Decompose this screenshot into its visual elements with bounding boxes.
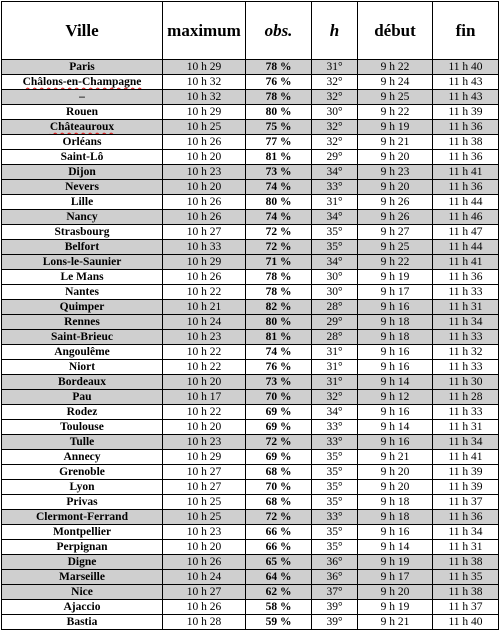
cell-maximum: 10 h 26 [163, 135, 246, 150]
table-row [2, 135, 499, 150]
cell-debut: 9 h 22 [358, 105, 433, 120]
cell-obs: 66 % [246, 525, 312, 540]
cell-ville: Toulouse [2, 420, 163, 435]
cell-obs: 74 % [246, 180, 312, 195]
cell-h: 32° [312, 90, 358, 105]
cell-h: 28° [312, 300, 358, 315]
cell-ville: Privas [2, 495, 163, 510]
table-row [2, 435, 499, 450]
cell-obs: 78 % [246, 60, 312, 75]
cell-debut: 9 h 20 [358, 465, 433, 480]
cell-maximum: 10 h 20 [163, 180, 246, 195]
cell-ville: Rouen [2, 105, 163, 120]
eclipse-table [1, 1, 499, 630]
cell-obs: 69 % [246, 405, 312, 420]
header-fin: fin [433, 2, 499, 60]
cell-fin: 11 h 28 [433, 390, 499, 405]
cell-debut: 9 h 16 [358, 345, 433, 360]
cell-h: 35° [312, 525, 358, 540]
cell-h: 28° [312, 330, 358, 345]
cell-h: 39° [312, 615, 358, 630]
cell-maximum: 10 h 23 [163, 435, 246, 450]
cell-obs: 62 % [246, 585, 312, 600]
cell-h: 31° [312, 360, 358, 375]
cell-fin: 11 h 41 [433, 255, 499, 270]
cell-obs: 78 % [246, 270, 312, 285]
cell-ville: Rennes [2, 315, 163, 330]
cell-maximum: 10 h 29 [163, 105, 246, 120]
header-maximum: maximum [163, 2, 246, 60]
cell-fin: 11 h 35 [433, 570, 499, 585]
cell-ville: Strasbourg [2, 225, 163, 240]
cell-maximum: 10 h 23 [163, 330, 246, 345]
cell-fin: 11 h 36 [433, 180, 499, 195]
cell-h: 36° [312, 555, 358, 570]
cell-h: 35° [312, 465, 358, 480]
cell-ville: Grenoble [2, 465, 163, 480]
cell-h: 37° [312, 585, 358, 600]
cell-maximum: 10 h 29 [163, 450, 246, 465]
cell-debut: 9 h 20 [358, 180, 433, 195]
cell-maximum: 10 h 27 [163, 480, 246, 495]
table-row [2, 60, 499, 75]
cell-fin: 11 h 44 [433, 240, 499, 255]
header-debut: début [358, 2, 433, 60]
cell-h: 33° [312, 510, 358, 525]
table-row [2, 180, 499, 195]
table-row [2, 285, 499, 300]
cell-maximum: 10 h 29 [163, 255, 246, 270]
cell-maximum: 10 h 26 [163, 195, 246, 210]
table-row [2, 165, 499, 180]
cell-fin: 11 h 46 [433, 210, 499, 225]
cell-h: 34° [312, 255, 358, 270]
cell-ville: Le Mans [2, 270, 163, 285]
cell-fin: 11 h 34 [433, 315, 499, 330]
cell-maximum: 10 h 22 [163, 345, 246, 360]
cell-obs: 66 % [246, 540, 312, 555]
cell-debut: 9 h 20 [358, 480, 433, 495]
cell-fin: 11 h 34 [433, 525, 499, 540]
cell-maximum: 10 h 32 [163, 75, 246, 90]
cell-ville: Niort [2, 360, 163, 375]
cell-debut: 9 h 19 [358, 600, 433, 615]
cell-fin: 11 h 39 [433, 465, 499, 480]
cell-h: 33° [312, 420, 358, 435]
table-row [2, 600, 499, 615]
table-row [2, 570, 499, 585]
cell-debut: 9 h 22 [358, 60, 433, 75]
cell-maximum: 10 h 26 [163, 555, 246, 570]
cell-h: 35° [312, 225, 358, 240]
cell-fin: 11 h 41 [433, 165, 499, 180]
cell-fin: 11 h 36 [433, 510, 499, 525]
cell-obs: 72 % [246, 240, 312, 255]
cell-fin: 11 h 31 [433, 540, 499, 555]
cell-fin: 11 h 38 [433, 555, 499, 570]
cell-fin: 11 h 39 [433, 105, 499, 120]
table-row [2, 585, 499, 600]
table-row [2, 540, 499, 555]
cell-ville: Lille [2, 195, 163, 210]
cell-maximum: 10 h 25 [163, 495, 246, 510]
cell-debut: 9 h 16 [358, 360, 433, 375]
cell-h: 30° [312, 105, 358, 120]
cell-ville: Montpellier [2, 525, 163, 540]
cell-ville: Lyon [2, 480, 163, 495]
cell-maximum: 10 h 28 [163, 615, 246, 630]
cell-obs: 80 % [246, 195, 312, 210]
cell-obs: 64 % [246, 570, 312, 585]
cell-h: 29° [312, 315, 358, 330]
cell-obs: 76 % [246, 360, 312, 375]
cell-debut: 9 h 18 [358, 315, 433, 330]
table-row [2, 195, 499, 210]
table-row [2, 420, 499, 435]
cell-maximum: 10 h 20 [163, 420, 246, 435]
cell-debut: 9 h 21 [358, 615, 433, 630]
cell-h: 35° [312, 495, 358, 510]
header-h: h [312, 2, 358, 60]
table-body [2, 60, 499, 630]
cell-maximum: 10 h 20 [163, 375, 246, 390]
cell-obs: 81 % [246, 330, 312, 345]
cell-ville: Ajaccio [2, 600, 163, 615]
table-row [2, 225, 499, 240]
cell-maximum: 10 h 25 [163, 120, 246, 135]
cell-ville: Bordeaux [2, 375, 163, 390]
table-row [2, 510, 499, 525]
cell-h: 31° [312, 60, 358, 75]
cell-fin: 11 h 40 [433, 615, 499, 630]
cell-maximum: 10 h 26 [163, 600, 246, 615]
cell-h: 33° [312, 180, 358, 195]
cell-obs: 73 % [246, 375, 312, 390]
cell-fin: 11 h 36 [433, 120, 499, 135]
cell-maximum: 10 h 27 [163, 225, 246, 240]
cell-fin: 11 h 33 [433, 330, 499, 345]
table-row [2, 360, 499, 375]
cell-ville: Saint-Lô [2, 150, 163, 165]
cell-debut: 9 h 25 [358, 90, 433, 105]
cell-ville: Nice [2, 585, 163, 600]
cell-obs: 75 % [246, 120, 312, 135]
table-row [2, 255, 499, 270]
table-row [2, 345, 499, 360]
table-row [2, 270, 499, 285]
cell-fin: 11 h 33 [433, 405, 499, 420]
table-row [2, 105, 499, 120]
cell-h: 32° [312, 135, 358, 150]
table-row [2, 330, 499, 345]
cell-h: 34° [312, 165, 358, 180]
cell-obs: 70 % [246, 390, 312, 405]
cell-ville: Saint-Brieuc [2, 330, 163, 345]
cell-maximum: 10 h 20 [163, 150, 246, 165]
cell-obs: 70 % [246, 480, 312, 495]
cell-ville: Bastia [2, 615, 163, 630]
cell-debut: 9 h 17 [358, 570, 433, 585]
cell-h: 33° [312, 435, 358, 450]
cell-h: 32° [312, 75, 358, 90]
table-row [2, 75, 499, 90]
table-row [2, 120, 499, 135]
cell-fin: 11 h 33 [433, 285, 499, 300]
header-ville: Ville [2, 2, 163, 60]
table-row [2, 150, 499, 165]
cell-ville: Nantes [2, 285, 163, 300]
cell-debut: 9 h 14 [358, 375, 433, 390]
cell-fin: 11 h 32 [433, 345, 499, 360]
cell-maximum: 10 h 27 [163, 465, 246, 480]
cell-ville: Quimper [2, 300, 163, 315]
cell-h: 30° [312, 270, 358, 285]
cell-h: 29° [312, 150, 358, 165]
table-row [2, 465, 499, 480]
cell-fin: 11 h 33 [433, 360, 499, 375]
cell-ville: Lons-le-Saunier [2, 255, 163, 270]
cell-ville: Nevers [2, 180, 163, 195]
table-row [2, 375, 499, 390]
cell-maximum: 10 h 17 [163, 390, 246, 405]
cell-h: 31° [312, 345, 358, 360]
cell-maximum: 10 h 24 [163, 570, 246, 585]
cell-debut: 9 h 14 [358, 420, 433, 435]
table-row [2, 450, 499, 465]
table-row [2, 390, 499, 405]
cell-maximum: 10 h 23 [163, 525, 246, 540]
cell-debut: 9 h 19 [358, 120, 433, 135]
table-row [2, 495, 499, 510]
cell-fin: 11 h 44 [433, 195, 499, 210]
cell-debut: 9 h 23 [358, 165, 433, 180]
cell-h: 32° [312, 120, 358, 135]
cell-h: 30° [312, 285, 358, 300]
cell-maximum: 10 h 33 [163, 240, 246, 255]
cell-debut: 9 h 27 [358, 225, 433, 240]
cell-obs: 76 % [246, 75, 312, 90]
table-row [2, 300, 499, 315]
cell-debut: 9 h 21 [358, 135, 433, 150]
cell-ville [2, 75, 163, 90]
cell-fin: 11 h 37 [433, 495, 499, 510]
cell-maximum: 10 h 25 [163, 510, 246, 525]
cell-ville: Annecy [2, 450, 163, 465]
cell-obs: 78 % [246, 90, 312, 105]
cell-maximum: 10 h 27 [163, 585, 246, 600]
cell-obs: 74 % [246, 345, 312, 360]
cell-obs: 78 % [246, 285, 312, 300]
cell-maximum: 10 h 26 [163, 210, 246, 225]
cell-debut: 9 h 14 [358, 540, 433, 555]
cell-ville: – [2, 90, 163, 105]
cell-ville: Paris [2, 60, 163, 75]
cell-fin: 11 h 47 [433, 225, 499, 240]
cell-ville: Rodez [2, 405, 163, 420]
cell-obs: 74 % [246, 210, 312, 225]
cell-obs: 72 % [246, 225, 312, 240]
cell-maximum: 10 h 26 [163, 270, 246, 285]
cell-h: 35° [312, 480, 358, 495]
cell-obs: 69 % [246, 450, 312, 465]
cell-fin: 11 h 39 [433, 480, 499, 495]
cell-ville: Angoulême [2, 345, 163, 360]
cell-ville: Belfort [2, 240, 163, 255]
cell-debut: 9 h 16 [358, 300, 433, 315]
cell-ville: Tulle [2, 435, 163, 450]
cell-ville: Digne [2, 555, 163, 570]
cell-h: 31° [312, 375, 358, 390]
cell-debut: 9 h 16 [358, 435, 433, 450]
cell-ville [2, 120, 163, 135]
cell-obs: 59 % [246, 615, 312, 630]
cell-ville: Pau [2, 390, 163, 405]
cell-debut: 9 h 18 [358, 495, 433, 510]
cell-h: 36° [312, 570, 358, 585]
cell-h: 31° [312, 195, 358, 210]
cell-maximum: 10 h 22 [163, 405, 246, 420]
cell-debut: 9 h 19 [358, 555, 433, 570]
cell-fin: 11 h 41 [433, 450, 499, 465]
cell-maximum: 10 h 22 [163, 360, 246, 375]
cell-h: 35° [312, 450, 358, 465]
cell-fin: 11 h 31 [433, 300, 499, 315]
cell-obs: 80 % [246, 105, 312, 120]
cell-fin: 11 h 38 [433, 135, 499, 150]
cell-fin: 11 h 30 [433, 375, 499, 390]
cell-h: 34° [312, 210, 358, 225]
spellcheck-underlined-text: Châlons-en-Champagne [22, 76, 142, 88]
cell-debut: 9 h 17 [358, 285, 433, 300]
cell-obs: 82 % [246, 300, 312, 315]
cell-obs: 77 % [246, 135, 312, 150]
cell-fin: 11 h 43 [433, 90, 499, 105]
cell-h: 32° [312, 390, 358, 405]
table-row [2, 315, 499, 330]
cell-debut: 9 h 22 [358, 255, 433, 270]
cell-ville: Orléans [2, 135, 163, 150]
cell-obs: 65 % [246, 555, 312, 570]
cell-obs: 68 % [246, 495, 312, 510]
cell-debut: 9 h 16 [358, 405, 433, 420]
table-row [2, 90, 499, 105]
table-row [2, 210, 499, 225]
cell-fin: 11 h 40 [433, 60, 499, 75]
table-row [2, 240, 499, 255]
cell-obs: 72 % [246, 435, 312, 450]
cell-obs: 73 % [246, 165, 312, 180]
cell-fin: 11 h 34 [433, 435, 499, 450]
cell-debut: 9 h 26 [358, 195, 433, 210]
header-row [2, 2, 499, 60]
cell-debut: 9 h 25 [358, 240, 433, 255]
cell-debut: 9 h 16 [358, 525, 433, 540]
cell-obs: 58 % [246, 600, 312, 615]
cell-fin: 11 h 36 [433, 150, 499, 165]
cell-maximum: 10 h 32 [163, 90, 246, 105]
cell-obs: 72 % [246, 510, 312, 525]
cell-debut: 9 h 20 [358, 585, 433, 600]
cell-ville: Clermont-Ferrand [2, 510, 163, 525]
cell-ville: Nancy [2, 210, 163, 225]
table-row [2, 615, 499, 630]
cell-debut: 9 h 18 [358, 510, 433, 525]
cell-obs: 80 % [246, 315, 312, 330]
cell-ville: Perpignan [2, 540, 163, 555]
cell-debut: 9 h 20 [358, 150, 433, 165]
table-row [2, 525, 499, 540]
cell-fin: 11 h 38 [433, 585, 499, 600]
cell-maximum: 10 h 22 [163, 285, 246, 300]
cell-fin: 11 h 36 [433, 270, 499, 285]
cell-fin: 11 h 31 [433, 420, 499, 435]
cell-h: 39° [312, 600, 358, 615]
table-row [2, 555, 499, 570]
cell-debut: 9 h 26 [358, 210, 433, 225]
header-obs: obs. [246, 2, 312, 60]
table-row [2, 480, 499, 495]
cell-maximum: 10 h 21 [163, 300, 246, 315]
cell-obs: 69 % [246, 420, 312, 435]
cell-debut: 9 h 19 [358, 270, 433, 285]
cell-h: 34° [312, 405, 358, 420]
cell-h: 35° [312, 540, 358, 555]
cell-debut: 9 h 24 [358, 75, 433, 90]
cell-maximum: 10 h 20 [163, 540, 246, 555]
cell-fin: 11 h 43 [433, 75, 499, 90]
cell-maximum: 10 h 23 [163, 165, 246, 180]
cell-maximum: 10 h 29 [163, 60, 246, 75]
cell-fin: 11 h 37 [433, 600, 499, 615]
cell-obs: 81 % [246, 150, 312, 165]
cell-ville: Marseille [2, 570, 163, 585]
cell-obs: 68 % [246, 465, 312, 480]
cell-debut: 9 h 18 [358, 330, 433, 345]
spellcheck-underlined-text: Châteauroux [49, 121, 115, 133]
cell-ville: Dijon [2, 165, 163, 180]
cell-maximum: 10 h 24 [163, 315, 246, 330]
cell-debut: 9 h 12 [358, 390, 433, 405]
table-row [2, 405, 499, 420]
cell-debut: 9 h 21 [358, 450, 433, 465]
cell-h: 35° [312, 240, 358, 255]
cell-obs: 71 % [246, 255, 312, 270]
